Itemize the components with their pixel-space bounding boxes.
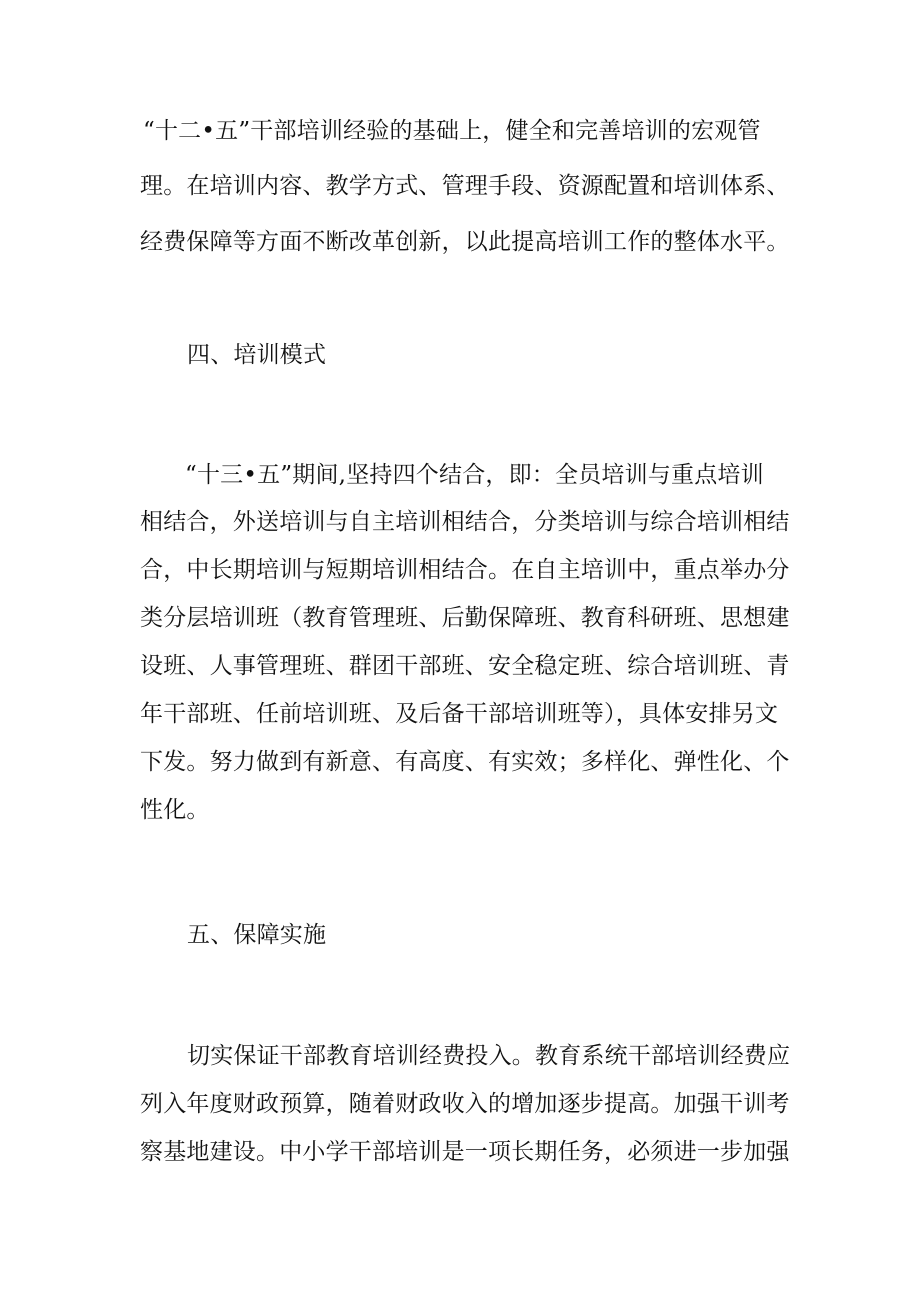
text-line: 性化。: [140, 797, 210, 823]
text-line: 列入年度财政预算，随着财政收入的增加逐步提高。加强干训考: [140, 1091, 790, 1117]
text-line: “十三•五”期间,坚持四个结合，即：全员培训与重点培训: [185, 462, 764, 488]
text-line: 相结合，外送培训与自主培训相结合，分类培训与综合培训相结: [140, 509, 790, 535]
text-line: 类分层培训班（教育管理班、后勤保障班、教育科研班、思想建: [140, 605, 790, 631]
text-line: 设班、人事管理班、群团干部班、安全稳定班、综合培训班、青: [140, 653, 790, 679]
section-heading-training-mode: 四、培训模式: [187, 342, 327, 368]
text-line: 合，中长期培训与短期培训相结合。在自主培训中，重点举办分: [140, 557, 790, 583]
text-line: “十二•五”干部培训经验的基础上，健全和完善培训的宏观管: [143, 118, 761, 144]
text-line: 年干部班、任前培训班、及后备干部培训班等），具体安排另文: [140, 701, 779, 727]
text-line: 经费保障等方面不断改革创新，以此提高培训工作的整体水平。: [140, 229, 790, 255]
section-heading-guarantee: 五、保障实施: [187, 922, 327, 948]
text-line: 察基地建设。中小学干部培训是一项长期任务，必须进一步加强: [140, 1139, 790, 1165]
text-line: 理。在培训内容、教学方式、管理手段、资源配置和培训体系、: [140, 173, 790, 199]
text-line: 下发。努力做到有新意、有高度、有实效；多样化、弹性化、个: [140, 749, 790, 775]
text-line: 切实保证干部教育培训经费投入。教育系统干部培训经费应: [187, 1043, 791, 1069]
